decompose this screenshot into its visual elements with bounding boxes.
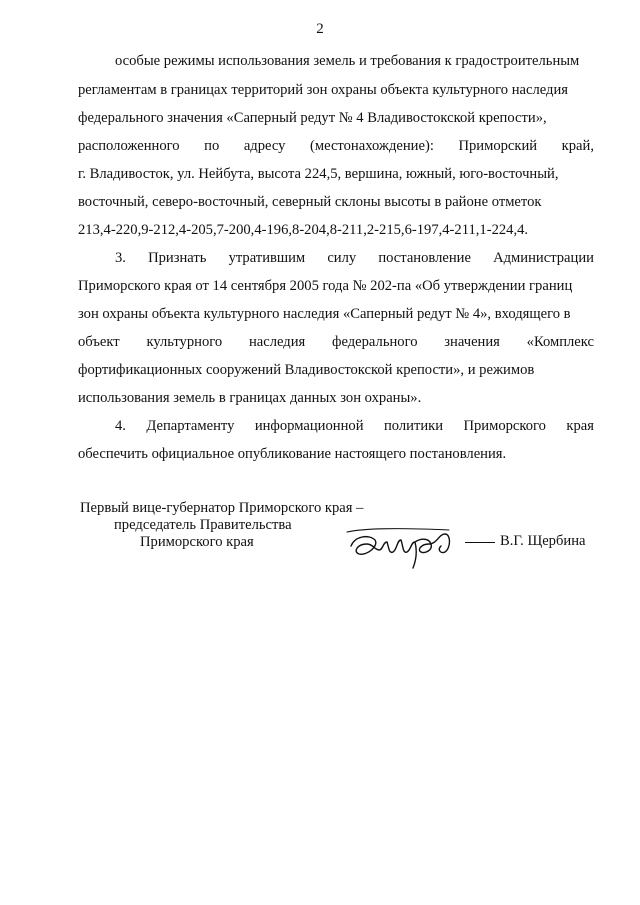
text-line: восточный, северо-восточный, северный склоны высоты в районе отметок (78, 194, 542, 210)
text-line (78, 332, 594, 352)
word: значения (444, 334, 500, 350)
text-line: использования земель в границах данных зон охраны». (78, 390, 422, 406)
word: края (566, 418, 594, 434)
word: культурного (146, 334, 223, 350)
word: Признать (148, 250, 207, 266)
text-line: фортификационных сооружений Владивостокской крепости», и режимов (78, 362, 535, 378)
word: (местонахождение): (310, 138, 434, 154)
word: федерального (331, 334, 418, 350)
signatory-name: В.Г. Щербина (500, 533, 586, 549)
word: по (204, 138, 220, 154)
text-line: особые режимы использования земель и требования к градостроительным (115, 53, 580, 69)
text-line (115, 416, 594, 436)
word: Администрации (493, 250, 594, 266)
word: «Комплекс (526, 334, 594, 350)
signature-dash (465, 542, 495, 543)
word: политики (383, 418, 444, 434)
text-line: регламентам в границах территорий зон охраны объекта культурного наследия (78, 82, 568, 98)
word: объект (78, 334, 120, 350)
item-number: 3. (115, 250, 126, 266)
text-line: федерального значения «Саперный редут № 4 Владивостокской крепости», (78, 110, 547, 126)
text-line: г. Владивосток, ул. Нейбута, высота 224,5, вершина, южный, юго-восточный, (78, 166, 559, 182)
word: информационной (254, 418, 364, 434)
handwritten-signature (345, 524, 497, 574)
page-number: 2 (316, 21, 324, 37)
text-line (78, 136, 594, 156)
signatory-title: председатель Правительства (114, 517, 292, 533)
word: постановление (378, 250, 471, 266)
word: наследия (248, 334, 306, 350)
word: край, (561, 138, 594, 154)
word: расположенного (78, 138, 180, 154)
word: утратившим (228, 250, 306, 266)
word: адресу (243, 138, 286, 154)
word: Приморского (463, 418, 546, 434)
text-line: Приморского края от 14 сентября 2005 года № 202-па «Об утверждении границ (78, 278, 573, 294)
word: Приморский (458, 138, 538, 154)
text-line: 213,4-220,9-212,4-205,7-200,4-196,8-204,8-211,2-215,6-197,4-211,1-224,4. (78, 222, 529, 238)
signatory-title: Приморского края (140, 534, 254, 550)
text-line: зон охраны объекта культурного наследия «Саперный редут № 4», входящего в (78, 306, 571, 322)
word: Департаменту (146, 418, 235, 434)
text-line (115, 248, 594, 268)
word: силу (327, 250, 357, 266)
item-number: 4. (115, 418, 126, 434)
signatory-title: Первый вице-губернатор Приморского края – (80, 500, 364, 516)
text-line: обеспечить официальное опубликование настоящего постановления. (78, 446, 507, 462)
